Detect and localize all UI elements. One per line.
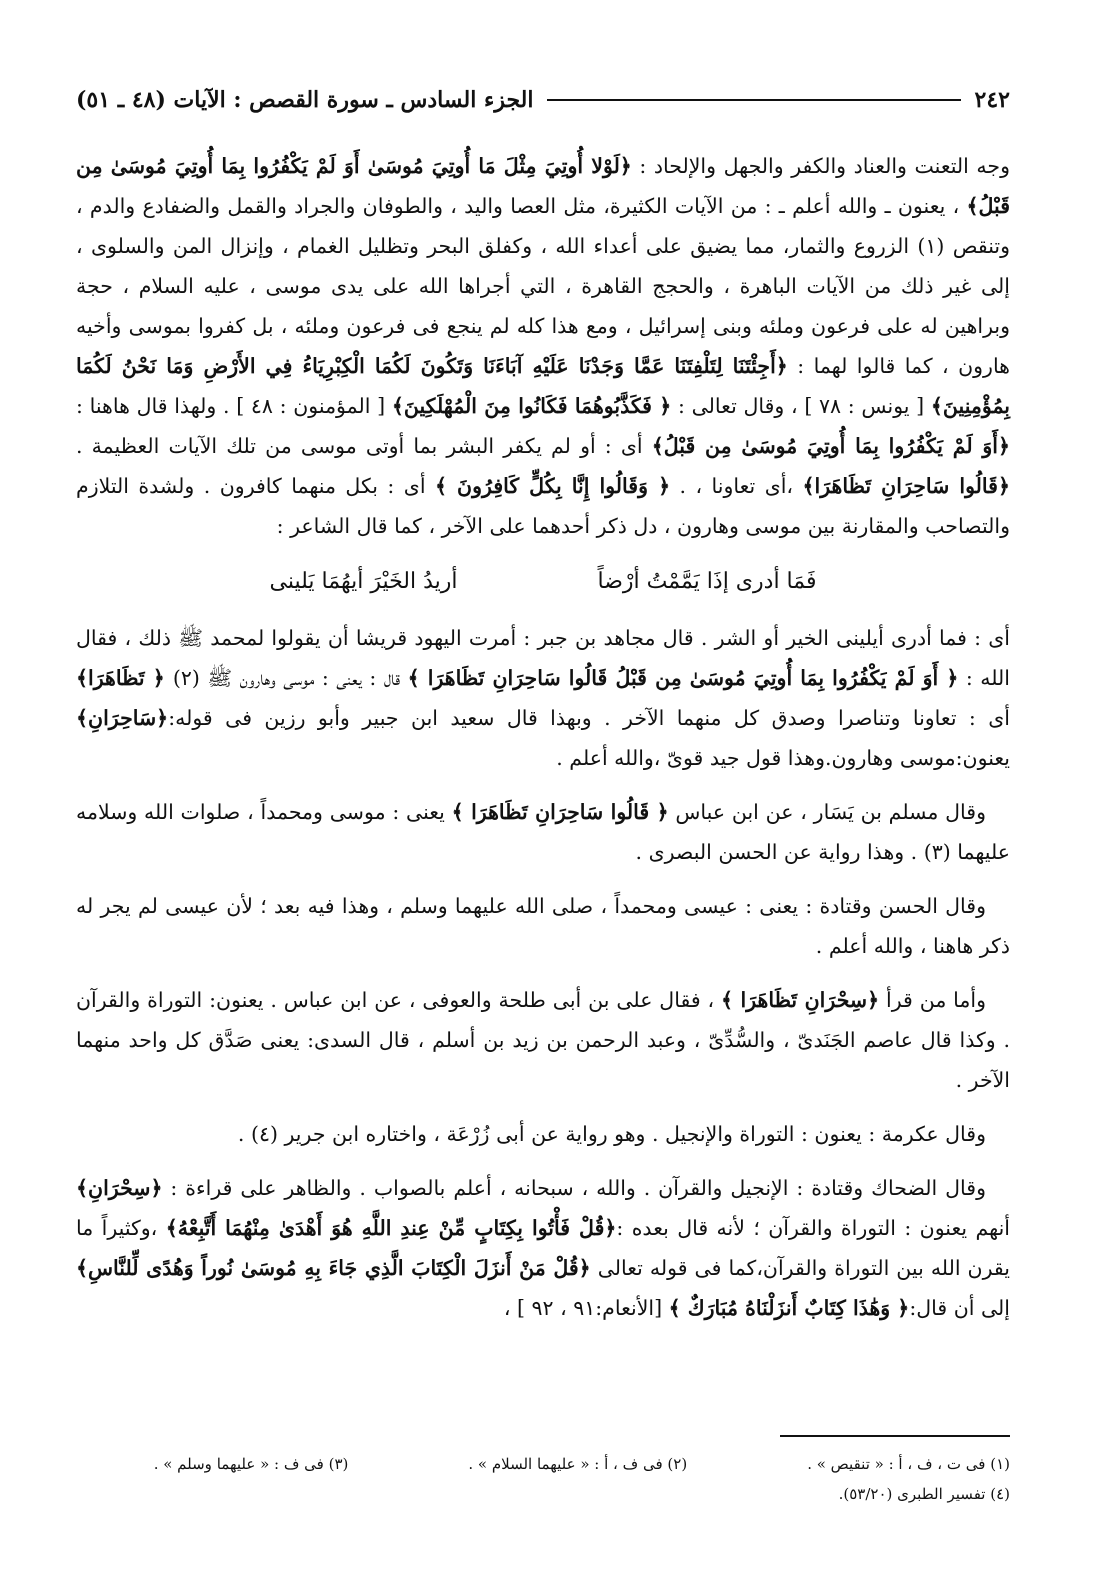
footnotes: [76, 1435, 1010, 1509]
quran-verse: ﴿سَاحِرَانِ﴾: [76, 706, 169, 730]
text: وقال الحسن وقتادة : يعنى : عيسى ومحمداً ، صلى الله عليهما وسلم ، وهذا فيه بعد ؛ لأن عيسى لم يجر له ذكر هاهنا ، والله أعلم .: [76, 894, 1010, 958]
text: أى : تعاونا وتناصرا وصدق كل منهما الآخر . وبهذا قال سعيد ابن جبير وأبو رزين فى قوله:: [168, 706, 1010, 730]
text: أى : أو لم يكفر البشر بما أوتى موسى من تلك الآيات العظيمة .: [76, 434, 652, 458]
text: وقال عكرمة : يعنون : التوراة والإنجيل . وهو رواية عن أبى زُرْعَة ، واختاره ابن جرير: [277, 1122, 986, 1146]
quran-verse: ﴿ أَوَ لَمْ يَكْفُرُوا بِمَا أُوتِيَ مُوسَىٰ مِن قَبْلُ قَالُوا سَاحِرَانِ تَظَاهَرَا ﴾: [407, 666, 959, 690]
paragraph-1: [76, 146, 1010, 546]
header-title: الجزء السادس ـ سورة القصص : الآيات (٤٨ ـ ٥١): [76, 87, 534, 113]
quran-verse: ﴿قُلْ مَنْ أَنزَلَ الْكِتَابَ الَّذِي جَاءَ بِهِ مُوسَىٰ نُوراً وَهُدًى لِّلنَّاسِ﴾: [76, 1256, 591, 1280]
text: .: [237, 1122, 251, 1146]
quran-verse: ﴿لَوْلا أُوتِيَ مِثْلَ مَا أُوتِيَ مُوسَىٰ أَوَ لَمْ يَكْفُرُوا بِمَا أُوتِيَ مُوسَىٰ مِن قَبْلُ﴾: [76, 154, 1010, 218]
text: وقال مسلم بن يَسَار ، عن ابن عباس: [668, 800, 986, 824]
text: . وهذا رواية عن الحسن البصرى .: [635, 840, 924, 864]
header-rule: [547, 99, 960, 101]
footnote-3: (٣) فى ف : « عليهما وسلم » .: [153, 1455, 349, 1473]
footnote-ref: (١): [917, 234, 945, 258]
footnote-row: [76, 1449, 1010, 1479]
text: [ المؤمنون : ٤٨ ] . ولهذا قال هاهنا :: [76, 394, 392, 418]
quran-verse: ﴿قَالُوا سَاحِرَانِ تَظَاهَرَا﴾: [802, 474, 1010, 498]
text: يعنى : موسى ومحمداً ، صلوات الله وسلامه عليهما: [76, 800, 1010, 864]
quran-verse: ﴿سِحْرَانِ تَظَاهَرَا ﴾: [721, 988, 880, 1012]
quran-verse: ﴿ وَقَالُوا إِنَّا بِكُلٍّ كَافِرُونَ ﴾: [434, 474, 671, 498]
paragraph-2: [76, 618, 1010, 778]
paragraph-5: [76, 980, 1010, 1100]
text: وقال الضحاك وقتادة : الإنجيل والقرآن . والله ، سبحانه ، أعلم بالصواب . والظاهر على قراءة :: [162, 1176, 986, 1200]
text: إلى أن قال:: [909, 1296, 1010, 1320]
text: أنهم يعنون : التوراة والقرآن ؛ لأنه قال بعده :: [616, 1216, 1010, 1240]
paragraph-3: [76, 792, 1010, 872]
quran-verse: ﴿أَوَ لَمْ يَكْفُرُوا بِمَا أُوتِيَ مُوسَىٰ مِن قَبْلُ﴾: [651, 434, 1010, 458]
paragraph-6: [76, 1114, 1010, 1154]
text: ،أى تعاونا ، .: [670, 474, 803, 498]
quran-verse: ﴿أَجِئْتَنَا لِتَلْفِتَنَا عَمَّا وَجَدْنَا عَلَيْهِ آبَاءَنَا وَتَكُونَ لَكُمَا الْكِبْرِيَاءُ فِي الأَرْضِ وَمَا نَحْنُ لَكُمَا بِمُؤْمِنِينَ﴾: [76, 354, 1011, 418]
footnote-ref: (٤): [250, 1122, 278, 1146]
footnote-2: (٢) فى ف ، أ : « عليهما السلام » .: [468, 1455, 688, 1473]
text: يعنون:موسى وهارون.وهذا قول جيد قوىّ ،والله أعلم .: [556, 746, 1010, 770]
poem-hemistich-right: فَمَا أدرى إذَا يَمَّمْتُ أرْضاً: [597, 569, 817, 594]
text: الزروع والثمار، مما يضيق على أعداء الله ، وكفلق البحر وتظليل الغمام ، وإنزال المن والسلوى ، إلى غير ذلك من الآيات الباهرة ، والحجج القاهرة ، التي أجراها الله على يدى موسى ، عليه السلام ، حجة وبراهين له على فرعون وملئه وبنى إسرائيل ، ومع هذا كله لم ينجع فى فرعون وملئه ، بل كفروا بموسى وأخيه هارون ، كما قالوا لهما :: [76, 234, 1010, 378]
page-body: [76, 146, 1010, 1328]
quran-verse: ﴿ تَظَاهَرَا﴾: [76, 666, 173, 690]
text: [ يونس : ٧٨ ] ، وقال تعالى :: [671, 394, 931, 418]
paragraph-4: [76, 886, 1010, 966]
poem-verse: [76, 560, 1010, 604]
text: وأما من قرأ: [879, 988, 987, 1012]
quran-verse: ﴿قُلْ فَأْتُوا بِكِتَابٍ مِّنْ عِندِ اللَّهِ هُوَ أَهْدَىٰ مِنْهُمَا أَتَّبِعْهُ﴾: [165, 1216, 617, 1240]
text: ، فقال على بن أبى طلحة والعوفى ، عن ابن عباس . يعنون: التوراة والقرآن . وكذا قال عاصم الجَنَدىّ ، والسُّدِّىّ ، وعبد الرحمن بن زيد بن أسلم ، قال السدى: يعنى صَدَّق كل واحد منهما الآخر .: [76, 988, 1010, 1092]
text: وجه التعنت والعناد والكفر والجهل والإلحاد :: [631, 154, 1010, 178]
footnote-ref: (٢): [172, 666, 200, 690]
footnote-ref: (٣): [923, 840, 951, 864]
text: ،وكثيراً ما يقرن الله بين التوراة والقرآن،كما فى قوله تعالى: [76, 1216, 1010, 1280]
footnote-rule: [780, 1435, 1010, 1437]
poem-hemistich-left: أريدُ الخَيْرَ أيهُمَا يَلينى: [269, 569, 458, 594]
quran-verse: ﴿ قَالُوا سَاحِرَانِ تَظَاهَرَا ﴾: [451, 800, 669, 824]
text: أى : فما أدرى أيلينى الخير أو الشر . قال مجاهد بن جبر : أمرت اليهود قريشا أن يقولوا لمحمد ﷺ ذلك ، فقال الله :: [76, 626, 1010, 690]
running-header: [76, 78, 1010, 122]
page-number: ٢٤٢: [974, 87, 1010, 113]
text: أى : بكل منهما كافرون . ولشدة التلازم والتصاحب والمقارنة بين موسى وهارون ، دل ذكر أحدهما على الآخر ، كما قال الشاعر :: [76, 474, 1010, 538]
footnote-1: (١) فى ت ، ف ، أ : « تنقيص » .: [807, 1455, 1010, 1473]
footnote-4: (٤) تفسير الطبرى (٥٣/٢٠).: [838, 1485, 1010, 1503]
text: [الأنعام:٩١ ، ٩٢ ] ،: [503, 1296, 669, 1320]
quran-verse: ﴿ وَهَٰذَا كِتَابٌ أَنزَلْنَاهُ مُبَارَكٌ ﴾: [668, 1296, 910, 1320]
text: قال : يعنى : موسى وهارون ﷺ: [199, 666, 408, 690]
book-page: [76, 78, 1010, 1549]
paragraph-7: [76, 1168, 1010, 1328]
text: ، يعنون ـ والله أعلم ـ : من الآيات الكثيرة، مثل العصا واليد ، والطوفان والجراد والقمل والضفادع والدم ، وتنقص: [76, 194, 1010, 258]
quran-verse: ﴿سِحْرَانِ﴾: [76, 1176, 163, 1200]
quran-verse: ﴿ فَكَذَّبُوهُمَا فَكَانُوا مِنَ الْمُهْلَكِينَ﴾: [391, 394, 672, 418]
